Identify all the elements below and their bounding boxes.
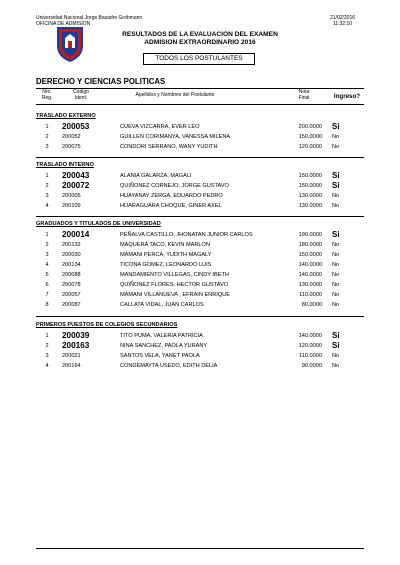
row-number: 1: [45, 232, 49, 238]
applicant-name: GUILLEN CORIMANYA, VANESSA MILENA: [120, 134, 231, 140]
final-grade: 140.0000: [298, 333, 322, 339]
group-title: GRADUADOS Y TITULADOS DE UNIVERSIDAD: [36, 221, 161, 227]
table-row: [36, 171, 364, 181]
university-name: Universidad Nacional Jorge Basadre Grohmann: [36, 15, 143, 21]
admitted-status: No: [332, 282, 340, 288]
faculty-title: DERECHO Y CIENCIAS POLITICAS: [36, 77, 166, 86]
admitted-status: No: [332, 272, 340, 278]
applicant-name: CALLATA VIDAL, JUAN CARLOS: [120, 302, 204, 308]
row-number: 1: [45, 173, 49, 179]
applicant-name: CUEVA VIZCARRA, EVER LEO: [120, 124, 200, 130]
row-number: 7: [45, 292, 49, 298]
row-number: 3: [45, 353, 49, 359]
applicant-code: 200132: [62, 242, 81, 248]
applicant-code: 200039: [62, 331, 90, 340]
office-name: OFICINA DE ADMISION: [36, 21, 91, 27]
admitted-status: No: [332, 203, 340, 209]
row-number: 1: [45, 124, 49, 130]
applicant-code: 200163: [62, 341, 90, 350]
group-title: PRIMEROS PUESTOS DE COLEGIOS SECUNDARIOS: [36, 322, 178, 328]
row-number: 6: [45, 282, 49, 288]
table-row: [36, 341, 364, 351]
admitted-status: No: [332, 252, 340, 258]
final-grade: 120.0000: [298, 343, 322, 349]
table-row: [36, 132, 364, 142]
admitted-status: No: [332, 134, 340, 140]
column-header-nro-line2: Reg.: [41, 94, 53, 101]
final-grade: 200.0000: [298, 124, 322, 130]
applicant-code: 200075: [62, 144, 81, 150]
applicant-code: 200078: [62, 282, 81, 288]
group-divider: [36, 157, 364, 158]
table-row: [36, 142, 364, 152]
row-number: 3: [45, 252, 49, 258]
applicant-code: 200053: [62, 122, 90, 131]
row-number: 4: [45, 203, 49, 209]
table-header-bottom-rule: [36, 104, 364, 105]
admitted-status: No: [332, 242, 340, 248]
applicant-filter: TODOS LOS POSTULANTES: [143, 53, 255, 65]
final-grade: 140.0000: [298, 272, 322, 278]
admitted-status: Si: [332, 171, 340, 180]
applicant-code: 200052: [62, 134, 81, 140]
applicant-name: TICONA GOMEZ, LEONARDO LUIS: [120, 262, 212, 268]
table-row: [36, 270, 364, 280]
admitted-status: Si: [332, 122, 340, 131]
final-grade: 130.0000: [298, 282, 322, 288]
row-number: 5: [45, 272, 49, 278]
applicant-name: HUARAGUARA CHOQUE, GINER AXEL: [120, 203, 222, 209]
table-row: [36, 201, 364, 211]
group-title: TRASLADO INTERNO: [36, 162, 94, 168]
applicant-code: 200043: [62, 171, 90, 180]
admitted-status: Si: [332, 181, 340, 190]
final-grade: 190.0000: [298, 232, 322, 238]
applicant-code: 200005: [62, 193, 81, 199]
final-grade: 130.0000: [298, 193, 322, 199]
column-header-nro: [36, 90, 58, 101]
table-row: [36, 290, 364, 300]
applicant-name: MAMANI PERCA, YUDITH MAGALY: [120, 252, 212, 258]
table-row: [36, 300, 364, 310]
table-row: [36, 181, 364, 191]
table-row: [36, 351, 364, 361]
table-row: [36, 250, 364, 260]
table-row: [36, 280, 364, 290]
table-row: [36, 260, 364, 270]
admitted-status: Si: [332, 331, 340, 340]
applicant-code: 200109: [62, 203, 81, 209]
applicant-code: 200014: [62, 230, 90, 239]
applicant-name: TITO PUMA, VALERIA PATRICIA: [120, 333, 203, 339]
table-row: [36, 191, 364, 201]
admitted-status: No: [332, 302, 340, 308]
admitted-status: No: [332, 363, 340, 369]
admitted-status: Si: [332, 341, 340, 350]
final-grade: 110.0000: [299, 353, 322, 359]
column-header-nro-line1: Nro.: [42, 89, 52, 95]
applicant-name: MANDAMIENTO VILLEGAS, CINDY IBETH: [120, 272, 229, 278]
table-row: [36, 230, 364, 240]
admitted-status: No: [332, 262, 340, 268]
row-number: 3: [45, 193, 49, 199]
applicant-name: CONDORI SERRANO, WANY YUDITH: [120, 144, 218, 150]
final-grade: 150.0000: [298, 134, 322, 140]
row-number: 1: [45, 333, 49, 339]
admitted-status: No: [332, 292, 340, 298]
report-title-line2: ADMISION EXTRAORDINARIO 2016: [144, 39, 256, 46]
final-grade: 180.0000: [298, 242, 322, 248]
column-header-code-line1: Codigo: [73, 89, 89, 95]
column-header-code-line2: Ident.: [74, 94, 88, 101]
row-number: 8: [45, 302, 49, 308]
row-number: 2: [45, 183, 49, 189]
final-grade: 130.0000: [298, 203, 322, 209]
applicant-name: PEÑALVA CASTILLO, JHONATAN JUNIOR CARLOS: [120, 232, 253, 238]
admitted-status: Si: [332, 230, 340, 239]
applicant-name: QUIÑONEZ CORNEJO, JORGE GUSTAVO: [120, 183, 229, 189]
report-title-line1: RESULTADOS DE LA EVALUACION DEL EXAMEN: [122, 31, 278, 38]
applicant-code: 200030: [62, 252, 81, 258]
applicant-code: 200057: [62, 292, 81, 298]
group-title: TRASLADO EXTERNO: [36, 113, 96, 119]
final-grade: 90.0000: [301, 363, 322, 369]
column-header-ingreso: Ingreso?: [333, 93, 361, 100]
row-number: 3: [45, 144, 49, 150]
column-header-nota-line2: Final: [298, 94, 310, 101]
admitted-status: No: [332, 353, 340, 359]
group-divider: [36, 316, 364, 317]
column-header-name: Apellidos y Nombres del Postulante: [135, 92, 215, 98]
applicant-name: MAQUERA TACO, KEVIN MARLON: [120, 242, 210, 248]
final-grade: 120.0000: [298, 144, 322, 150]
final-grade: 150.0000: [298, 183, 322, 189]
final-grade: 110.0000: [299, 292, 322, 298]
applicant-name: CONDEMAYTA USEDO, EDITH DELIA: [120, 363, 218, 369]
applicant-code: 200088: [62, 272, 81, 278]
row-number: 2: [45, 343, 49, 349]
row-number: 2: [45, 134, 49, 140]
row-number: 4: [45, 262, 49, 268]
column-header-code: [64, 90, 98, 101]
applicant-code: 200164: [62, 363, 81, 369]
row-number: 4: [45, 363, 49, 369]
print-time: 11:32:10: [333, 21, 353, 27]
admitted-status: No: [332, 144, 340, 150]
table-row: [36, 361, 364, 371]
applicant-code: 200087: [62, 302, 81, 308]
applicant-name: ALANIA GALARZA, MAGALI: [120, 173, 192, 179]
print-date: 21/02/2016: [330, 15, 356, 21]
table-row: [36, 122, 364, 132]
group-divider: [36, 216, 364, 217]
column-header-nota-line1: Nota: [298, 89, 310, 95]
applicant-name: QUIÑONEZ FLORES, HECTOR GUSTAVO: [120, 282, 229, 288]
applicant-name: SANTOS VELA, YANET PAOLA: [120, 353, 200, 359]
table-row: [36, 331, 364, 341]
applicant-name: MAMANI VILLANUEVA , EFRAIN ENRIQUE: [120, 292, 230, 298]
applicant-code: 200072: [62, 181, 90, 190]
applicant-code: 200134: [62, 262, 81, 268]
applicant-code: 200021: [62, 353, 81, 359]
page-footer-rule: [36, 548, 364, 549]
final-grade: 140.0000: [298, 262, 322, 268]
final-grade: 150.0000: [298, 173, 322, 179]
row-number: 2: [45, 242, 49, 248]
applicant-name: NINA SANCHEZ, PAOLA YURANY: [120, 343, 208, 349]
final-grade: 80.0000: [301, 302, 322, 308]
admitted-status: No: [332, 193, 340, 199]
applicant-name: HUAYANAY ZERGA, EDUARDO PEDRO: [120, 193, 223, 199]
column-header-nota: [292, 90, 316, 101]
final-grade: 150.0000: [298, 252, 322, 258]
table-row: [36, 240, 364, 250]
